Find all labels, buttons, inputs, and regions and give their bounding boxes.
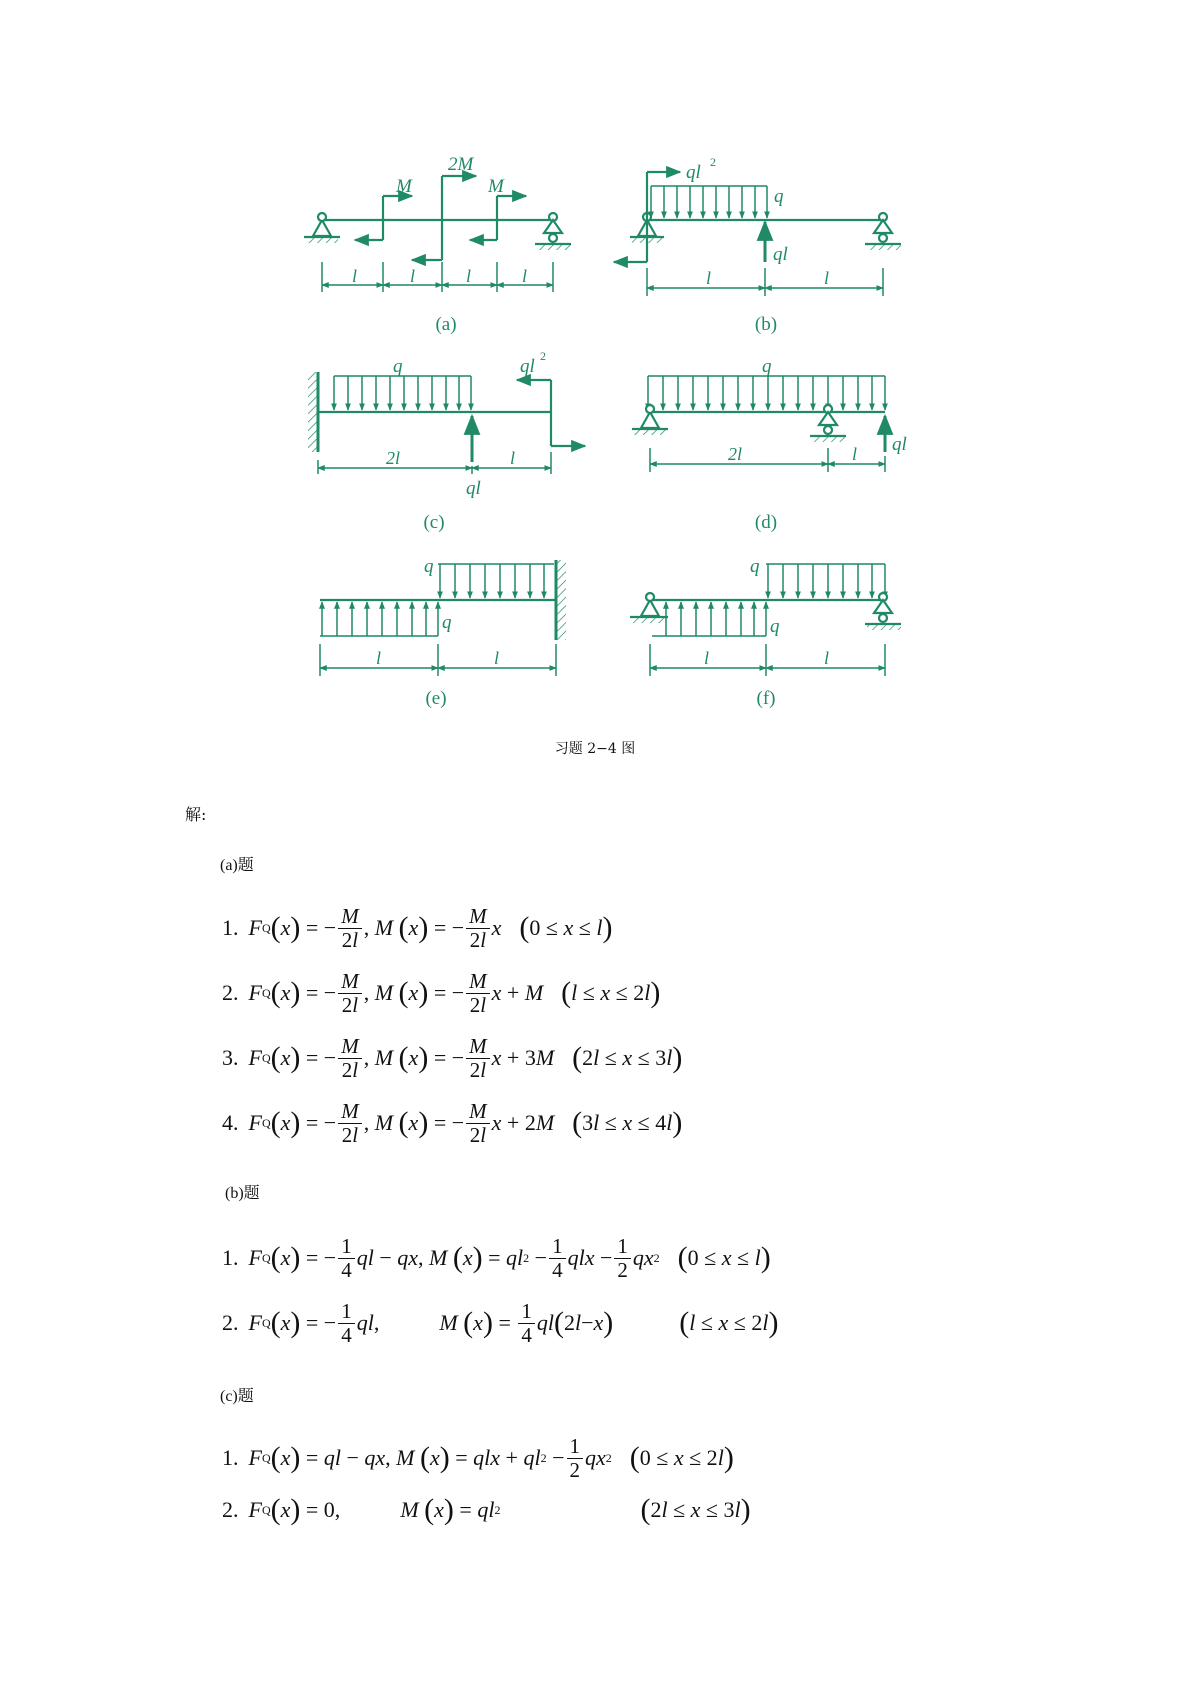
dim-label: l xyxy=(352,266,358,286)
panel-label: (f) xyxy=(756,688,776,709)
dim-label: l xyxy=(376,648,382,668)
dim-label: l xyxy=(494,648,500,668)
dim-label: l xyxy=(522,266,528,286)
part-b-heading: (b)题 xyxy=(225,1185,260,1202)
part-c-heading: (c)题 xyxy=(220,1388,254,1405)
load-label: q xyxy=(393,356,403,377)
dim-label: l xyxy=(706,268,712,288)
panel-a-text xyxy=(352,154,527,335)
dim-label: l xyxy=(704,648,710,668)
panel-f xyxy=(630,564,901,676)
figure-caption: 习题 2−4 图 xyxy=(554,741,636,757)
panel-b xyxy=(614,172,901,296)
panel-label: (e) xyxy=(425,688,447,709)
equation: 2. F Q ( x ) = 0, M ( x ) = ql 2 (2l ≤ x ≤ 3l) xyxy=(222,1493,751,1526)
equation: 2. F Q ( x ) = − $\frac{M}{2l}$ , M ( x ) = − $\frac{M}{2l}$ x + M (l ≤ x ≤ 2l) xyxy=(222,969,661,1017)
load-label: M xyxy=(396,176,412,197)
dim-label: l xyxy=(852,444,858,464)
solution-heading: 解: xyxy=(185,805,207,824)
dim-label: l xyxy=(824,648,830,668)
dim-label: l xyxy=(824,268,830,288)
load-label: ql xyxy=(520,356,535,377)
load-label: ql xyxy=(686,162,701,183)
equation: 3. F Q ( x ) = − $\frac{M}{2l}$ , M ( x ) = − $\frac{M}{2l}$ x + 3 M (2l ≤ x ≤ 3l) xyxy=(222,1034,683,1082)
load-label: q xyxy=(770,616,780,637)
load-exponent: 2 xyxy=(540,349,546,363)
equation: 2. F Q ( x ) = − $\frac{1}{4}$ ql , M ( x ) = $\frac{1}{4}$ ql ( 2 l − x ) (l ≤ x ≤ 2l) xyxy=(222,1299,779,1347)
panel-label: (d) xyxy=(754,512,778,533)
load-label: ql xyxy=(773,244,788,265)
panel-d xyxy=(632,376,885,472)
part-a-heading: (a)题 xyxy=(220,857,254,874)
equation: 4. F Q ( x ) = − $\frac{M}{2l}$ , M ( x ) = − $\frac{M}{2l}$ x + 2 M (3l ≤ x ≤ 4l) xyxy=(222,1099,683,1147)
load-label: q xyxy=(442,612,452,633)
load-label: q xyxy=(750,556,760,577)
panel-label: (a) xyxy=(435,314,457,335)
dim-label: l xyxy=(466,266,472,286)
panel-label: (c) xyxy=(423,512,445,533)
dim-label: l xyxy=(510,448,516,468)
panel-b-text xyxy=(686,155,829,335)
equation: 1. F Q ( x ) = − $\frac{1}{4}$ ql − qx , M ( x ) = ql 2 − $\frac{1}{4}$ qlx − $\frac{1}{2}$ qx 2 (0 ≤ x ≤ l) xyxy=(222,1234,771,1282)
panel-a xyxy=(304,176,571,292)
problem-figures xyxy=(0,0,1190,720)
load-label: ql xyxy=(466,478,481,499)
panel-label: (b) xyxy=(754,314,778,335)
equation: 1. F Q ( x ) = ql − qx , M ( x ) = qlx + ql 2 − $\frac{1}{2}$ qx 2 (0 ≤ x ≤ 2l) xyxy=(222,1434,734,1482)
dim-label: 2l xyxy=(386,448,401,468)
load-label: q xyxy=(762,356,772,377)
panel-d-text xyxy=(728,356,907,533)
load-label: q xyxy=(774,186,784,207)
dim-label: 2l xyxy=(728,444,743,464)
load-label: q xyxy=(424,556,434,577)
load-label: 2M xyxy=(448,154,474,175)
equation: 1. F Q ( x ) = − $\frac{M}{2l}$ , M ( x ) = − $\frac{M}{2l}$ x (0 ≤ x ≤ l) xyxy=(222,904,613,952)
dim-label: l xyxy=(410,266,416,286)
panel-c xyxy=(308,372,585,474)
load-label: ql xyxy=(892,434,907,455)
load-exponent: 2 xyxy=(710,155,716,169)
load-label: M xyxy=(488,176,504,197)
